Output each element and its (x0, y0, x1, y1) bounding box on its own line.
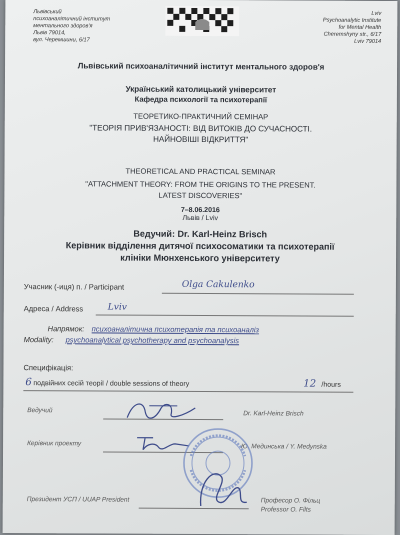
header-address-ua (33, 9, 143, 45)
institute-name: Львівський психоаналітичний інститут ментального здоров'я (77, 61, 325, 72)
sessions-count: 6 (25, 377, 32, 389)
seminar-title-en-line2: LATEST DISCOVERIES" (158, 190, 243, 201)
seminar-type-ua: ТЕОРЕТИКО-ПРАКТИЧНИЙ СЕМІНАР (133, 111, 269, 122)
seminar-city: Львів / Lviv (182, 214, 219, 223)
header-left-line: Львівський (33, 9, 62, 16)
header-left-line: психоаналітичний інститут (33, 16, 111, 23)
participant-label: Учасник (-иця) п. / Participant (23, 282, 125, 292)
header-address-en (291, 10, 381, 45)
university-name: Український католицький університет (125, 84, 277, 95)
modality-value: psychoanalytical psychotherapy and psychoanalysis (65, 335, 240, 346)
header-left-line: ментального здоров'я (33, 23, 93, 30)
header-left-line: вул. Черемшини, 6/17 (33, 37, 90, 44)
participant-value: Olga Cakulenko (181, 279, 255, 291)
seminar-dates: 7–8.06.2016 (180, 206, 220, 215)
seminar-title-ua-line1: "ТЕОРІЯ ПРИВ'ЯЗАНОСТІ: ВІД ВИТОКІВ ДО СУЧАСНОСТІ. (89, 123, 313, 134)
header-right-line: Lviv (371, 10, 382, 17)
lead-role-line2: клініки Мюнхенського університету (120, 252, 280, 264)
address-value: Lviv (107, 302, 127, 313)
lead-presenter: Ведучий: Dr. Karl-Heinz Brisch (133, 228, 268, 240)
seminar-title-en-line1: "ATTACHMENT THEORY: FROM THE ORIGINS TO THE PRESENT. (85, 179, 316, 190)
sessions-line (23, 390, 353, 393)
president-signature-icon (193, 462, 253, 512)
seminar-title-ua-line2: НАЙНОВІШІ ВІДКРИТТЯ" (153, 134, 249, 145)
participant-line (162, 293, 354, 295)
lead-signature-icon (121, 396, 201, 426)
specification-label: Специфікація: (23, 363, 74, 373)
address-label: Адреса / Address (23, 304, 84, 314)
department-name: Кафедра психології та психотерапії (134, 94, 268, 105)
header-right-line: Psychoanalytic Institute (322, 17, 382, 24)
address-line (96, 314, 354, 316)
institute-logo (165, 6, 239, 36)
direction-label: Напрямок: (47, 324, 85, 334)
seminar-type-en: THEORETICAL AND PRACTICAL SEMINAR (125, 166, 276, 177)
sig-manager-name: Ю. Мединська / Y. Medynska (241, 443, 327, 451)
certificate-page (3, 0, 398, 535)
sig-president-label: Президент УСП / UUAP President (26, 496, 130, 504)
sig-lead-label: Ведучий (27, 407, 53, 415)
sessions-description: подвійних сесій теорії / double sessions of theory (33, 380, 190, 388)
sig-president-name-en: Professor O. Filts (260, 506, 311, 514)
header-right-line: Cheremshyny str., 6/17 (323, 31, 382, 38)
header-right-line: Lviv 79014 (354, 38, 382, 45)
hours-value: 12 (303, 378, 317, 390)
sig-manager-label: Керівник проекту (27, 440, 82, 448)
sig-lead-name: Dr. Karl-Heinz Brisch (243, 410, 304, 418)
hours-label: /hours (321, 381, 341, 389)
lead-role-line1: Керівник відділення дитячої психосоматики та психотерапії (65, 240, 335, 252)
header-right-line: for Mental Health (338, 24, 382, 31)
sig-president-name-ua: Професор О. Фільц (260, 497, 321, 505)
header-left-line: Львів 79014, (33, 30, 66, 37)
modality-label: Modality: (23, 335, 54, 345)
direction-value: психоаналітична психотерапія та психоаналіз (91, 324, 260, 335)
